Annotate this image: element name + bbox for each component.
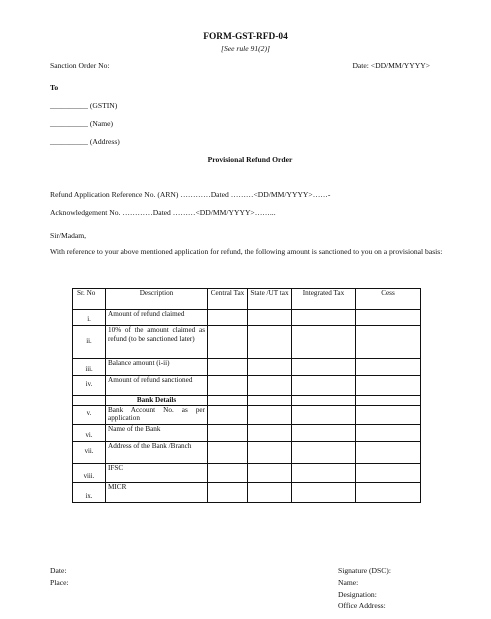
cess-cell[interactable] [356, 441, 421, 463]
description-header: Description [106, 289, 208, 310]
integrated-tax-cell[interactable] [292, 310, 356, 326]
central-tax-cell[interactable] [208, 424, 248, 441]
table-row [73, 463, 421, 482]
table-row [73, 482, 421, 502]
acknowledgement-line: Acknowledgement No. …………Dated ………<DD/MM/YYYY>……... [50, 208, 276, 217]
table-header-row [73, 289, 421, 310]
name-line: __________ (Name) [50, 119, 114, 128]
sr-cell: vii. [73, 441, 106, 463]
state-tax-cell[interactable] [248, 441, 292, 463]
sr-no-header: Sr. No [73, 289, 106, 310]
sr-cell: iv. [73, 376, 106, 396]
state-tax-cell[interactable] [248, 326, 292, 359]
description-cell: Amount of refund claimed [106, 310, 208, 326]
cess-cell[interactable] [356, 326, 421, 359]
body-paragraph: With reference to your above mentioned application for refund, the following amount is sanctioned to you on a provisional basis: [50, 247, 443, 256]
integrated-tax-cell[interactable] [292, 326, 356, 359]
central-tax-cell[interactable] [208, 463, 248, 482]
state-tax-cell[interactable] [248, 482, 292, 502]
central-tax-cell [208, 396, 248, 406]
integrated-tax-header: Integrated Tax [292, 289, 356, 310]
sr-cell: vi. [73, 424, 106, 441]
signature-label: Signature (DSC): [338, 566, 391, 575]
cess-cell[interactable] [356, 405, 421, 424]
table-row [73, 326, 421, 359]
description-cell: Balance amount (i-ii) [106, 359, 208, 376]
office-address-label: Office Address: [338, 601, 386, 610]
refund-table [72, 288, 421, 503]
description-cell: MICR [106, 482, 208, 502]
integrated-tax-cell [292, 396, 356, 406]
state-tax-cell[interactable] [248, 359, 292, 376]
sanction-order-label: Sanction Order No: [50, 61, 110, 70]
table-row [73, 424, 421, 441]
central-tax-cell[interactable] [208, 405, 248, 424]
table-row [73, 376, 421, 396]
central-tax-cell[interactable] [208, 326, 248, 359]
arn-line: Refund Application Reference No. (ARN) …………Dated ………<DD/MM/YYYY>……- [50, 190, 331, 199]
integrated-tax-cell[interactable] [292, 359, 356, 376]
cess-cell[interactable] [356, 463, 421, 482]
designation-label: Designation: [338, 590, 377, 599]
cess-cell[interactable] [356, 376, 421, 396]
state-tax-header: State /UT tax [248, 289, 292, 310]
table-row [73, 441, 421, 463]
order-heading: Provisional Refund Order [207, 155, 293, 164]
address-line: __________ (Address) [50, 137, 120, 146]
description-cell: 10% of the amount claimed as refund (to be sanctioned later) [106, 326, 208, 359]
state-tax-cell[interactable] [248, 405, 292, 424]
to-label: To [50, 83, 59, 92]
sr-cell: iii. [73, 359, 106, 376]
cess-cell[interactable] [356, 482, 421, 502]
footer-date-label: Date: [50, 566, 67, 575]
cess-header: Cess [356, 289, 421, 310]
integrated-tax-cell[interactable] [292, 441, 356, 463]
sr-cell: ix. [73, 482, 106, 502]
cess-cell [356, 396, 421, 406]
sr-cell: i. [73, 310, 106, 326]
description-cell: IFSC [106, 463, 208, 482]
sr-cell-empty [73, 396, 106, 406]
description-cell: Name of the Bank [106, 424, 208, 441]
central-tax-header: Central Tax [208, 289, 248, 310]
state-tax-cell [248, 396, 292, 406]
cess-cell[interactable] [356, 424, 421, 441]
description-cell: Amount of refund sanctioned [106, 376, 208, 396]
integrated-tax-cell[interactable] [292, 463, 356, 482]
officer-name-label: Name: [338, 578, 359, 587]
integrated-tax-cell[interactable] [292, 482, 356, 502]
table-row [73, 405, 421, 424]
state-tax-cell[interactable] [248, 463, 292, 482]
sr-cell: ii. [73, 326, 106, 359]
salutation: Sir/Madam, [50, 231, 87, 240]
form-title: FORM-GST-RFD-04 [203, 32, 288, 42]
central-tax-cell[interactable] [208, 359, 248, 376]
sr-cell: viii. [73, 463, 106, 482]
gstin-line: __________ (GSTIN) [50, 101, 118, 110]
table-row [73, 310, 421, 326]
cess-cell[interactable] [356, 359, 421, 376]
footer-place-label: Place: [50, 578, 69, 587]
central-tax-cell[interactable] [208, 482, 248, 502]
table-row [73, 359, 421, 376]
description-cell: Bank Account No. as per application [106, 405, 208, 424]
bank-details-row [73, 396, 421, 406]
sr-cell: v. [73, 405, 106, 424]
cess-cell[interactable] [356, 310, 421, 326]
central-tax-cell[interactable] [208, 441, 248, 463]
integrated-tax-cell[interactable] [292, 424, 356, 441]
bank-details-heading: Bank Details [106, 396, 208, 406]
date-label: Date: <DD/MM/YYYY> [352, 61, 430, 70]
state-tax-cell[interactable] [248, 424, 292, 441]
central-tax-cell[interactable] [208, 376, 248, 396]
central-tax-cell[interactable] [208, 310, 248, 326]
integrated-tax-cell[interactable] [292, 405, 356, 424]
form-rule: [See rule 91(2)] [221, 44, 270, 53]
state-tax-cell[interactable] [248, 376, 292, 396]
description-cell: Address of the Bank /Branch [106, 441, 208, 463]
state-tax-cell[interactable] [248, 310, 292, 326]
integrated-tax-cell[interactable] [292, 376, 356, 396]
